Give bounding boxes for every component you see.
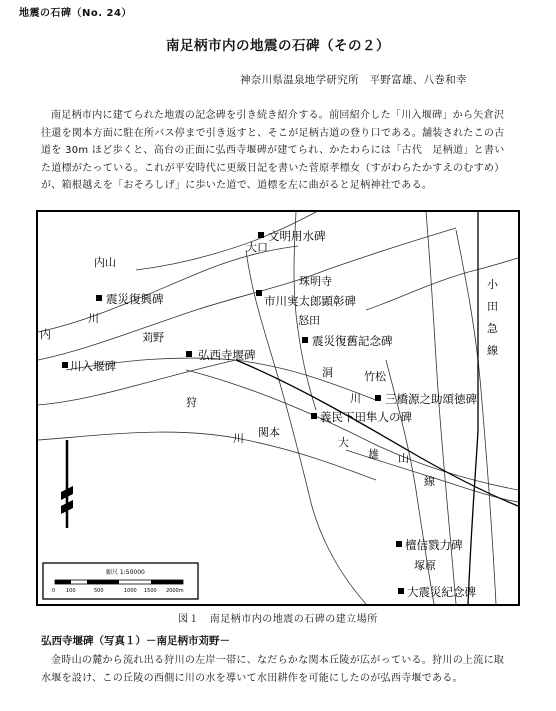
place-takematsu: 竹松 xyxy=(364,370,386,383)
monument-marker xyxy=(311,413,317,419)
place-tsukahara: 塚原 xyxy=(414,559,436,572)
monument-kouseiji: 弘西寺堰碑 xyxy=(198,348,256,362)
place-kawa1: 川 xyxy=(88,312,99,325)
place-odakyu-3: 急 xyxy=(487,322,498,335)
place-kari: 狩 xyxy=(186,396,197,409)
monument-marker xyxy=(186,351,192,357)
section-title: 弘西寺堰碑（写真１）－南足柄市苅野－ xyxy=(41,635,230,647)
place-ikada: 怒田 xyxy=(298,314,320,327)
place-hora: 洞 xyxy=(322,366,333,379)
intro-line: 道を 30m ほど歩くと、高台の正面に弘西寺堰碑が建てられ、かたわらには「古代 足柄道」と書い xyxy=(41,145,505,156)
place-shumyoji: 珠明寺 xyxy=(299,275,332,288)
place-daiyuzan-1: 大 xyxy=(338,436,349,449)
authors-line: 神奈川県温泉地学研究所 平野富雄、八巻和幸 xyxy=(240,74,467,86)
intro-paragraph xyxy=(41,107,521,195)
monument-marker xyxy=(302,337,308,343)
monument-bunmei: 文明用水碑 xyxy=(268,229,326,243)
monument-daishinsai: 大震災紀念碑 xyxy=(407,585,476,599)
intro-line: た道標がたっている。これが平安時代に更級日記を書いた菅原孝標女（すがわらたかすえのむすめ） xyxy=(41,162,505,174)
monument-shinsai-fukko: 震災復興碑 xyxy=(106,292,164,306)
monument-ichikawa: 市川実太郎顕彰碑 xyxy=(264,294,356,308)
scale-tick: 2000m xyxy=(166,588,184,594)
intro-line: が、箱根越えを「おそろしげ」に歩いた道で、道標を左に曲がると足柄神社である。 xyxy=(41,180,433,191)
scale-tick: 1000 xyxy=(124,588,137,594)
location-map xyxy=(36,210,520,606)
intro-line: 南足柄市内に建てられた地震の記念碑を引き続き紹介する。前回紹介した「川入堰碑」から矢倉沢 xyxy=(51,110,505,121)
scale-tick: 0 xyxy=(52,588,56,594)
body-line: 金時山の麓から流れ出る狩川の左岸一帯に、なだらかな関本丘陵が広がっている。狩川の上流に取 xyxy=(51,655,505,666)
place-uchi: 内 xyxy=(40,328,51,341)
monument-gimin: 義民下田隼人の碑 xyxy=(320,410,412,424)
monument-marker xyxy=(396,541,402,547)
place-uchiyama: 内山 xyxy=(94,256,116,269)
intro-line: 往還を関本方面に駐在所バス停まで引き返すと、そこが足柄古道の登り口である。舗装されたこの古 xyxy=(41,127,505,139)
figure-caption: 図１ 南足柄市内の地震の石碑の建立場所 xyxy=(178,614,378,625)
monument-mitsuhashi: 三橋源之助頌徳碑 xyxy=(385,392,477,406)
monument-marker xyxy=(258,232,264,238)
place-kawa2: 川 xyxy=(233,432,244,445)
body-line: 水堰を設け、この丘陵の西側に川の水を導いて水田耕作を可能にしたのが弘西寺堰である。 xyxy=(41,672,463,684)
series-label: 地震の石碑（No. 24） xyxy=(19,8,132,19)
monument-marker xyxy=(62,362,68,368)
monument-kawairi: 川入堰碑 xyxy=(70,359,116,373)
monument-marker xyxy=(398,588,404,594)
body-paragraph xyxy=(41,652,531,687)
scale-text: 縮尺 1:50000 xyxy=(106,569,145,576)
place-daiyuzan-2: 雄 xyxy=(368,448,379,461)
place-kawa3: 川 xyxy=(350,392,361,405)
monument-marker xyxy=(256,290,262,296)
scale-tick: 1500 xyxy=(144,588,157,594)
place-sekimoto: 関本 xyxy=(258,426,280,439)
monument-marker xyxy=(375,395,381,401)
article-title: 南足柄市内の地震の石碑（その２） xyxy=(166,38,390,54)
scale-tick: 100 xyxy=(66,588,76,594)
scale-bar xyxy=(43,563,198,599)
place-odakyu-4: 線 xyxy=(487,344,498,357)
place-daiyuzan-3: 山 xyxy=(398,452,409,465)
place-karino: 苅野 xyxy=(142,331,164,344)
place-odakyu-2: 田 xyxy=(487,300,498,313)
place-odakyu-1: 小 xyxy=(487,278,498,291)
scale-tick: 500 xyxy=(94,588,104,594)
monument-dan: 檀信戮力碑 xyxy=(405,538,463,552)
monument-shinsai-fukkyu: 震災復舊記念碑 xyxy=(312,334,393,348)
place-oguchi: 大口 xyxy=(246,241,268,254)
place-line: 線 xyxy=(424,475,435,488)
monument-marker xyxy=(96,295,102,301)
